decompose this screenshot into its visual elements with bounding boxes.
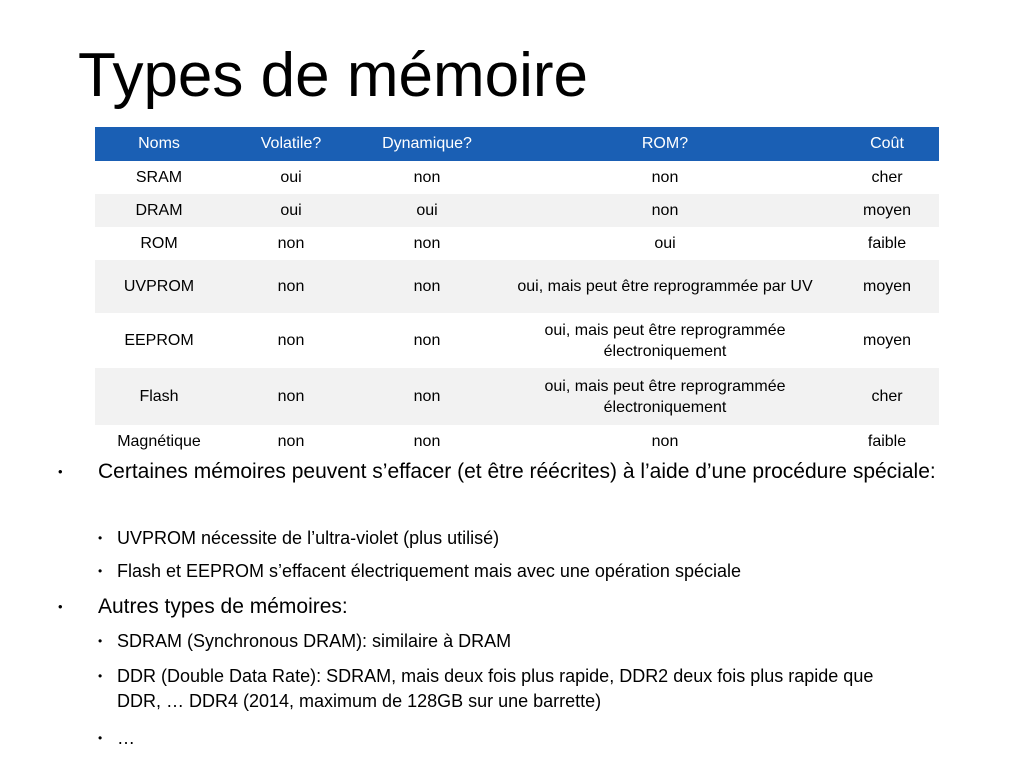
bullet-dot-icon: • xyxy=(98,634,103,648)
bullet-dot-icon: • xyxy=(98,531,103,545)
sub-bullet-text: SDRAM (Synchronous DRAM): similaire à DRAM xyxy=(117,631,512,651)
cell-volatile: non xyxy=(277,433,305,450)
sub-bullet-text: DDR (Double Data Rate): SDRAM, mais deux fois plus rapide, DDR2 deux fois plus rapide que DDR, … DDR4 (2014, maximum de 128GB sur une barrette) xyxy=(117,666,874,711)
bullet-dot-icon: • xyxy=(98,564,103,578)
cell-name: Magnétique xyxy=(117,433,201,450)
cell-cout: cher xyxy=(835,368,939,425)
cell-dynamique: non xyxy=(413,169,441,186)
cell-rom: non xyxy=(651,433,679,450)
bullet-dot-icon: • xyxy=(58,464,63,479)
cell-volatile: oui xyxy=(223,194,359,227)
header-rom: ROM? xyxy=(495,127,835,161)
sub-bullet-item xyxy=(98,559,917,584)
cell-volatile: non xyxy=(277,235,305,252)
cell-rom: oui, mais peut être reprogrammée électroniquement xyxy=(544,321,786,360)
cell-volatile: oui xyxy=(280,169,302,186)
cell-dynamique: non xyxy=(359,260,495,313)
sub-bullet-item xyxy=(98,629,917,654)
cell-dynamique: non xyxy=(413,433,441,450)
cell-name: UVPROM xyxy=(95,260,223,313)
cell-rom: oui, mais peut être reprogrammée électroniquement xyxy=(495,368,835,425)
header-dynamique: Dynamique? xyxy=(359,127,495,161)
cell-dynamique: oui xyxy=(359,194,495,227)
sub-bullet-text: Flash et EEPROM s’effacent électriquement mais avec une opération spéciale xyxy=(117,561,741,581)
cell-dynamique: non xyxy=(359,368,495,425)
table-header-row xyxy=(95,127,939,161)
cell-volatile: non xyxy=(223,368,359,425)
table-row xyxy=(95,260,939,313)
sub-bullet-text: UVPROM nécessite de l’ultra-violet (plus utilisé) xyxy=(117,528,500,548)
table-row xyxy=(95,194,939,227)
cell-rom: non xyxy=(495,194,835,227)
table-row xyxy=(95,368,939,425)
bullet-text: Certaines mémoires peuvent s’effacer (et être réécrites) à l’aide d’une procédure spéciale: xyxy=(98,460,936,483)
cell-name: DRAM xyxy=(95,194,223,227)
slide-title: Types de mémoire xyxy=(78,41,588,110)
table-row xyxy=(95,425,939,458)
cell-name: Flash xyxy=(95,368,223,425)
cell-cout: faible xyxy=(867,235,907,252)
cell-volatile: non xyxy=(277,332,305,349)
bullet-text: Autres types de mémoires: xyxy=(98,595,348,618)
table-row xyxy=(95,227,939,260)
bullet-dot-icon: • xyxy=(98,731,103,745)
cell-rom: oui xyxy=(654,235,676,252)
cell-cout: moyen xyxy=(862,332,912,349)
bullet-item xyxy=(58,458,958,485)
sub-bullet-item xyxy=(98,726,917,751)
cell-rom: oui, mais peut être reprogrammée par UV xyxy=(495,260,835,313)
header-cout: Coût xyxy=(835,127,939,161)
table-row xyxy=(95,313,939,368)
cell-name: EEPROM xyxy=(124,332,194,349)
cell-volatile: non xyxy=(223,260,359,313)
bullet-dot-icon: • xyxy=(98,669,103,683)
cell-name: SRAM xyxy=(135,169,183,186)
header-noms: Noms xyxy=(95,127,223,161)
sub-bullet-item xyxy=(98,526,917,551)
sub-bullet-item xyxy=(98,664,917,714)
cell-cout: moyen xyxy=(835,260,939,313)
table-row xyxy=(95,161,939,194)
cell-cout: moyen xyxy=(835,194,939,227)
cell-name: ROM xyxy=(140,235,178,252)
cell-cout: faible xyxy=(867,433,907,450)
bullet-item xyxy=(58,593,958,620)
cell-dynamique: non xyxy=(413,332,441,349)
cell-cout: cher xyxy=(871,169,903,186)
header-volatile: Volatile? xyxy=(223,127,359,161)
sub-bullet-text: … xyxy=(117,728,135,748)
bullet-dot-icon: • xyxy=(58,599,63,614)
memory-types-table xyxy=(95,127,939,458)
cell-rom: non xyxy=(651,169,679,186)
cell-dynamique: non xyxy=(413,235,441,252)
